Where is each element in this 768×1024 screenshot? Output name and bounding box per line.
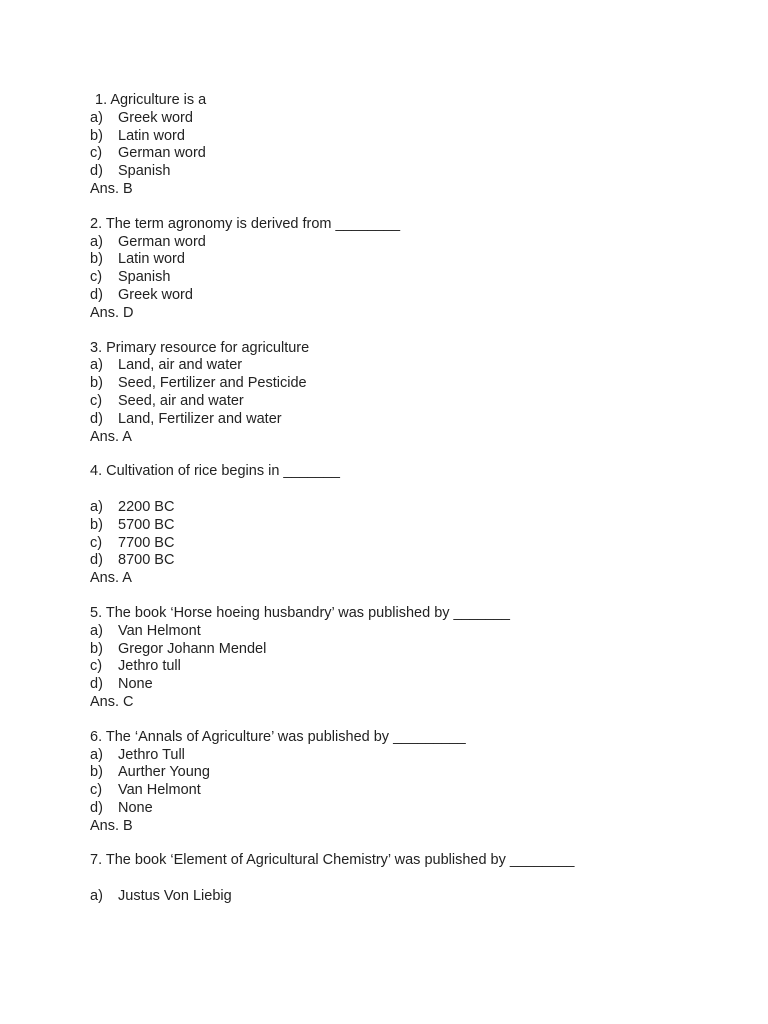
question-block (90, 463, 730, 588)
question-block (90, 216, 730, 323)
option (90, 411, 730, 429)
option (90, 234, 730, 252)
option (90, 128, 730, 146)
option-text: Land, Fertilizer and water (118, 410, 282, 427)
document-page (90, 92, 730, 923)
option-text: German word (118, 233, 206, 250)
option (90, 676, 730, 694)
option-letter: d) (90, 410, 103, 427)
option-letter: c) (90, 658, 103, 675)
option-text: Justus Von Liebig (118, 888, 232, 905)
question-block (90, 729, 730, 836)
question-text: 3. Primary resource for agriculture (90, 339, 310, 356)
option-text: 7700 BC (118, 534, 175, 551)
option-text: Seed, Fertilizer and Pesticide (118, 375, 307, 392)
option (90, 888, 730, 906)
option (90, 110, 730, 128)
option (90, 287, 730, 305)
option-letter: a) (90, 888, 103, 905)
option-letter: c) (90, 269, 103, 286)
question-text: 7. The book ‘Element of Agricultural Chemistry’ was published by ________ (90, 852, 575, 869)
option-text: Greek word (118, 286, 193, 303)
option-text: Aurther Young (118, 764, 210, 781)
question-text: 5. The book ‘Horse hoeing husbandry’ was published by _______ (90, 604, 510, 621)
option-letter: d) (90, 552, 103, 569)
option-text: Land, air and water (118, 357, 243, 374)
blank-line (90, 870, 730, 888)
option-text: None (118, 676, 153, 693)
option (90, 269, 730, 287)
option-letter: b) (90, 127, 103, 144)
option-text: German word (118, 145, 206, 162)
option (90, 517, 730, 535)
option-letter: d) (90, 286, 103, 303)
option-text: 8700 BC (118, 552, 175, 569)
option-text: Latin word (118, 127, 185, 144)
answer-text: Ans. A (90, 428, 132, 445)
option (90, 782, 730, 800)
option (90, 552, 730, 570)
option-letter: a) (90, 746, 103, 763)
answer-text: Ans. B (90, 180, 133, 197)
option-text: Latin word (118, 251, 185, 268)
option-text: Spanish (118, 269, 171, 286)
option-letter: a) (90, 233, 103, 250)
option-letter: b) (90, 640, 103, 657)
question-block (90, 605, 730, 712)
option-text: None (118, 799, 153, 816)
question-text: 1. Agriculture is a (95, 92, 207, 108)
option-letter: d) (90, 163, 103, 180)
question-block (90, 340, 730, 447)
option-letter: c) (90, 782, 103, 799)
option (90, 375, 730, 393)
option-letter: c) (90, 392, 103, 409)
option (90, 764, 730, 782)
option (90, 357, 730, 375)
option-text: Jethro Tull (118, 746, 185, 763)
option (90, 163, 730, 181)
option-letter: a) (90, 498, 103, 515)
option-letter: d) (90, 676, 103, 693)
option (90, 800, 730, 818)
question-text: 6. The ‘Annals of Agriculture’ was published by _________ (90, 728, 466, 745)
option (90, 251, 730, 269)
question-text: 4. Cultivation of rice begins in _______ (90, 463, 340, 480)
option (90, 393, 730, 411)
option-letter: b) (90, 375, 103, 392)
question-text: 2. The term agronomy is derived from ________ (90, 215, 401, 232)
option-text: Van Helmont (118, 782, 201, 799)
option (90, 499, 730, 517)
blank-line (90, 481, 730, 499)
option-letter: a) (90, 109, 103, 126)
option-letter: c) (90, 534, 103, 551)
option-letter: a) (90, 622, 103, 639)
option-letter: d) (90, 799, 103, 816)
option-text: Spanish (118, 163, 171, 180)
option (90, 641, 730, 659)
option-letter: c) (90, 145, 103, 162)
option-text: Greek word (118, 109, 193, 126)
option (90, 623, 730, 641)
question-block (90, 92, 730, 199)
option-letter: b) (90, 251, 103, 268)
option-text: 5700 BC (118, 516, 175, 533)
option-text: Gregor Johann Mendel (118, 640, 267, 657)
option (90, 658, 730, 676)
option (90, 535, 730, 553)
option-text: Seed, air and water (118, 392, 244, 409)
option (90, 145, 730, 163)
option-letter: b) (90, 764, 103, 781)
question-block (90, 852, 730, 905)
answer-text: Ans. D (90, 304, 134, 321)
option (90, 747, 730, 765)
option-letter: b) (90, 516, 103, 533)
answer-text: Ans. A (90, 570, 132, 587)
option-letter: a) (90, 357, 103, 374)
answer-text: Ans. B (90, 817, 133, 834)
option-text: Jethro tull (118, 658, 181, 675)
option-text: 2200 BC (118, 498, 175, 515)
option-text: Van Helmont (118, 622, 201, 639)
answer-text: Ans. C (90, 693, 134, 710)
